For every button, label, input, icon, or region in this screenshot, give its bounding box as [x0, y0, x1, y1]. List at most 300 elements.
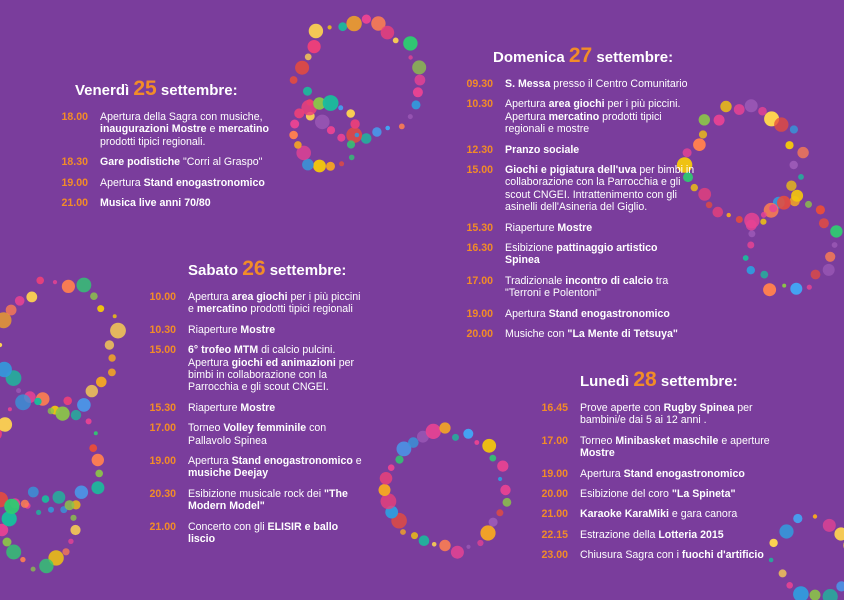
- confetti-dot: [71, 410, 81, 420]
- event-description: [188, 422, 368, 447]
- confetti-dot: [834, 527, 844, 540]
- confetti-dot: [289, 131, 298, 140]
- confetti-dot: [34, 398, 41, 405]
- confetti-dot: [408, 437, 419, 448]
- confetti-dot: [94, 431, 98, 435]
- event-time: 17.00: [466, 274, 493, 287]
- event-text: e: [352, 455, 362, 468]
- confetti-dot: [480, 525, 495, 540]
- event-highlight: Minibasket maschile: [615, 434, 719, 447]
- event-description: [100, 197, 270, 209]
- event-highlight: Stand enogastronomico: [143, 176, 265, 189]
- confetti-dot: [395, 456, 403, 464]
- event-highlight: e ballo liscio: [188, 520, 339, 546]
- confetti-dot: [385, 126, 390, 131]
- event-description: [100, 177, 270, 189]
- event-text: Apertura: [188, 291, 232, 303]
- confetti-dot: [15, 296, 25, 306]
- confetti-dot: [760, 219, 766, 225]
- event-text: Riaperture: [188, 401, 241, 414]
- event-highlight: S. Messa: [505, 78, 551, 90]
- confetti-dot: [295, 61, 309, 75]
- day-number: 25: [133, 77, 157, 100]
- event-highlight: Karaoke KaraMiki: [580, 508, 669, 521]
- event-highlight: Mostre: [240, 323, 276, 336]
- event-text: "Corri al Graspo": [180, 156, 263, 169]
- confetti-dot: [743, 255, 749, 261]
- event-text: Apertura: [505, 307, 549, 320]
- confetti-dot: [39, 559, 53, 573]
- event-text: per i più piccini. Apertura: [505, 98, 681, 123]
- confetti-dot: [466, 545, 470, 549]
- schedule-item: [128, 422, 368, 447]
- confetti-dot: [328, 25, 332, 29]
- event-highlight: Stand enogastronomico: [623, 467, 745, 480]
- confetti-dot: [432, 542, 437, 547]
- confetti-dot: [426, 424, 441, 439]
- confetti-dot: [791, 190, 803, 202]
- event-time: 15.00: [466, 164, 493, 177]
- event-text: Riaperture: [188, 323, 241, 336]
- confetti-dot: [699, 130, 707, 138]
- confetti-dot: [451, 546, 464, 559]
- event-time: 15.30: [466, 221, 493, 234]
- confetti-dot: [439, 540, 450, 551]
- confetti-dot: [6, 545, 21, 560]
- confetti-dot: [836, 581, 844, 591]
- event-highlight: Musica live anni 70/80: [100, 197, 211, 210]
- confetti-dot: [412, 100, 421, 109]
- event-highlight: giochi ed animazioni: [231, 356, 336, 369]
- confetti-dot: [497, 461, 508, 472]
- event-text: Torneo: [580, 434, 616, 447]
- event-time: 18.30: [61, 156, 88, 169]
- event-text: Riaperture: [505, 221, 558, 234]
- confetti-dot: [294, 141, 302, 149]
- schedule-item: [520, 549, 770, 561]
- schedule-item: [445, 222, 695, 234]
- confetti-dot: [760, 271, 768, 279]
- confetti-dot: [8, 407, 12, 411]
- confetti-dot: [748, 230, 755, 237]
- confetti-dot: [496, 509, 503, 516]
- confetti-dot: [498, 477, 502, 481]
- event-highlight: Pranzo sociale: [505, 143, 580, 156]
- confetti-dot: [734, 104, 745, 115]
- event-time: 20.00: [541, 488, 568, 501]
- event-description: [505, 275, 695, 300]
- event-description: [505, 78, 695, 90]
- event-text: prodotti tipici regionali e mostre: [505, 110, 662, 136]
- confetti-dot: [482, 439, 496, 453]
- event-description: [505, 144, 695, 156]
- confetti-dot: [790, 283, 802, 295]
- event-description: [580, 435, 770, 460]
- confetti-dot: [372, 127, 381, 136]
- confetti-dot: [0, 417, 12, 431]
- confetti-dot: [96, 377, 107, 388]
- event-time: 21.00: [61, 197, 88, 210]
- confetti-dot: [714, 115, 725, 126]
- confetti-dot: [290, 76, 298, 84]
- event-text: Prove aperte con: [580, 402, 664, 414]
- confetti-dot: [477, 540, 483, 546]
- day-title-saturday: [188, 257, 368, 281]
- confetti-dot: [4, 499, 19, 514]
- event-time: 19.00: [466, 307, 493, 320]
- confetti-dot: [408, 114, 413, 119]
- confetti-dot: [361, 133, 372, 144]
- event-text: Chiusura Sagra con i: [580, 549, 682, 562]
- event-text: Esibizione: [505, 242, 557, 255]
- event-time: 10.30: [466, 98, 493, 111]
- day-title-monday: [580, 368, 770, 392]
- event-highlight: Mostre: [557, 221, 593, 234]
- day-saturday: [128, 257, 368, 554]
- confetti-dot: [315, 115, 330, 130]
- event-description: [188, 488, 368, 513]
- confetti-dot: [786, 181, 796, 191]
- confetti-dot: [825, 252, 835, 262]
- event-time: 18.00: [61, 111, 88, 123]
- confetti-dot: [439, 422, 450, 433]
- day-sunday: [445, 44, 695, 349]
- event-highlight: Mostre: [240, 401, 276, 414]
- confetti-dot: [713, 207, 724, 218]
- confetti-dot: [763, 283, 776, 296]
- confetti-dot: [699, 114, 710, 125]
- confetti-dot: [16, 388, 21, 393]
- confetti-dot: [823, 589, 838, 600]
- event-highlight: Stand enogastronomico: [231, 455, 353, 468]
- confetti-dot: [92, 454, 104, 466]
- confetti-dot: [758, 107, 767, 116]
- confetti-dot: [761, 212, 767, 218]
- event-description: [580, 488, 770, 500]
- confetti-dot: [419, 535, 430, 546]
- event-text: Estrazione della: [580, 528, 659, 541]
- confetti-dot: [290, 120, 299, 129]
- confetti-dot: [774, 117, 788, 131]
- schedule-item: [445, 98, 695, 135]
- confetti-dot: [727, 213, 731, 217]
- schedule-item: [520, 508, 770, 520]
- confetti-dot: [305, 54, 312, 61]
- confetti-dot: [20, 557, 25, 562]
- event-text: Musiche con: [505, 328, 568, 341]
- day-friday: [40, 77, 270, 217]
- event-text: con Pallavolo Spinea: [188, 422, 327, 447]
- confetti-dot: [75, 486, 88, 499]
- confetti-dot: [56, 407, 70, 421]
- confetti-dot: [474, 440, 479, 445]
- day-number: 27: [568, 44, 593, 67]
- event-description: [580, 529, 770, 541]
- confetti-dot: [388, 464, 395, 471]
- confetti-dot: [110, 323, 126, 339]
- event-text: e aperture: [718, 434, 770, 447]
- confetti-dot: [337, 134, 345, 142]
- event-description: [188, 291, 368, 316]
- confetti-dot: [832, 242, 838, 248]
- day-month: settembre:: [660, 373, 738, 390]
- event-description: [188, 344, 368, 394]
- schedule-item: [128, 291, 368, 316]
- event-highlight: Rugby Spinea: [663, 402, 735, 414]
- confetti-dot: [769, 204, 777, 212]
- event-time: 19.00: [541, 467, 568, 480]
- confetti-dot: [70, 525, 80, 535]
- event-description: [505, 242, 695, 267]
- event-description: [100, 111, 270, 148]
- event-description: [188, 324, 368, 336]
- event-highlight: Volley femminile: [223, 422, 307, 435]
- events-sunday: [445, 78, 695, 341]
- confetti-dot: [346, 127, 362, 143]
- event-time: 19.00: [61, 176, 88, 189]
- event-text: Tradizionale: [505, 274, 566, 287]
- event-highlight: Giochi e pigiatura dell'uva: [505, 164, 637, 177]
- schedule-item: [40, 111, 270, 148]
- confetti-dot: [793, 514, 802, 523]
- confetti-dot: [347, 140, 355, 148]
- confetti-dot: [42, 495, 50, 503]
- confetti-dot: [36, 510, 41, 515]
- confetti-dot: [747, 266, 755, 274]
- confetti-dot: [339, 161, 344, 166]
- schedule-item: [520, 435, 770, 460]
- schedule-item: [445, 144, 695, 156]
- schedule-item: [445, 275, 695, 300]
- schedule-item: [40, 156, 270, 168]
- event-time: 16.45: [541, 402, 568, 414]
- schedule-item: [40, 197, 270, 209]
- confetti-dot: [68, 539, 73, 544]
- event-highlight: mercatino: [196, 303, 248, 316]
- event-highlight: 6° trofeo MTM: [188, 344, 259, 357]
- schedule-item: [128, 324, 368, 336]
- event-time: 12.30: [466, 143, 493, 156]
- confetti-dot: [785, 141, 793, 149]
- event-text: per bimbi in collaborazione con la Parrocchia e gli scout CNGEI. Intrattenimento con gli asinelli dell'Asineria del Giglio.: [505, 164, 695, 214]
- confetti-dot: [411, 532, 418, 539]
- confetti-dot: [408, 55, 412, 59]
- confetti-dot: [62, 280, 75, 293]
- event-time: 15.30: [149, 401, 176, 414]
- confetti-dot: [823, 519, 836, 532]
- day-title-sunday: [493, 44, 695, 68]
- confetti-dot: [0, 343, 2, 347]
- day-name: Lunedì: [580, 373, 630, 390]
- confetti-dot: [706, 202, 713, 209]
- confetti-dot: [338, 105, 343, 110]
- confetti-dot: [393, 38, 399, 44]
- event-description: [188, 402, 368, 414]
- event-description: [580, 468, 770, 480]
- confetti-dot: [463, 429, 473, 439]
- confetti-dot: [108, 354, 115, 361]
- events-saturday: [128, 291, 368, 546]
- event-text: Apertura: [580, 467, 624, 480]
- confetti-dot: [399, 124, 405, 130]
- confetti-dot: [747, 242, 754, 249]
- day-name: Venerdì: [75, 82, 130, 99]
- confetti-dot: [15, 394, 31, 410]
- confetti-dot: [89, 444, 97, 452]
- confetti-dot: [779, 524, 793, 538]
- confetti-dot: [349, 155, 355, 161]
- confetti-dot: [108, 369, 116, 377]
- confetti-dot: [77, 278, 92, 293]
- schedule-item: [40, 177, 270, 189]
- confetti-dot: [95, 470, 103, 478]
- event-text: Apertura: [505, 98, 549, 111]
- confetti-dot: [28, 487, 39, 498]
- confetti-dot: [303, 87, 312, 96]
- event-text: prodotti tipici regionali.: [100, 135, 206, 148]
- event-time: 17.00: [149, 422, 176, 435]
- event-highlight: fuochi d'artificio: [681, 549, 764, 562]
- event-time: 23.00: [541, 549, 568, 562]
- confetti-dot: [412, 60, 426, 74]
- event-time: 09.30: [466, 78, 493, 90]
- schedule-item: [128, 488, 368, 513]
- confetti-dot: [489, 518, 498, 527]
- event-highlight: Mostre: [580, 447, 615, 460]
- confetti-dot: [403, 36, 417, 50]
- event-text: e: [206, 123, 219, 136]
- confetti-dot: [90, 292, 98, 300]
- event-time: 22.15: [541, 528, 568, 541]
- schedule-item: [128, 344, 368, 394]
- event-text: per i più piccini e: [188, 291, 361, 316]
- confetti-dot: [805, 201, 812, 208]
- day-month: settembre:: [596, 49, 674, 66]
- event-description: [188, 521, 368, 546]
- event-text: Torneo: [188, 422, 224, 435]
- schedule-item: [520, 529, 770, 541]
- confetti-dot: [327, 126, 335, 134]
- confetti-dot: [813, 514, 817, 518]
- confetti-dot: [308, 40, 321, 53]
- confetti-dot: [779, 569, 787, 577]
- confetti-dot: [736, 216, 743, 223]
- event-highlight: Stand enogastronomico: [548, 307, 670, 320]
- confetti-dot: [346, 109, 355, 118]
- confetti-dot: [830, 225, 842, 237]
- confetti-dot: [48, 408, 55, 415]
- confetti-dot: [500, 485, 510, 495]
- event-time: 21.00: [541, 508, 568, 521]
- event-description: [505, 222, 695, 234]
- confetti-dot: [380, 472, 393, 485]
- events-monday: [520, 402, 770, 562]
- confetti-dot: [48, 507, 54, 513]
- day-name: Domenica: [493, 49, 565, 66]
- event-highlight: area giochi: [548, 98, 605, 111]
- confetti-dot: [105, 340, 114, 349]
- confetti-dot: [790, 125, 798, 133]
- event-highlight: pattinaggio artistico Spinea: [505, 242, 658, 267]
- confetti-dot: [797, 147, 808, 158]
- confetti-dot: [744, 213, 759, 228]
- event-time: 10.00: [149, 291, 176, 303]
- event-text: Esibizione del coro: [580, 488, 672, 501]
- schedule-item: [445, 328, 695, 340]
- event-text: tra "Terroni e Polentoni": [505, 274, 669, 300]
- confetti-dot: [6, 305, 17, 316]
- confetti-dot: [400, 529, 406, 535]
- event-text: per bambini/e dai 5 ai 12 anni .: [580, 402, 753, 427]
- schedule-item: [520, 488, 770, 500]
- event-time: 15.00: [149, 344, 176, 357]
- event-highlight: mercatino: [548, 110, 600, 123]
- confetti-dot: [63, 397, 72, 406]
- confetti-dot: [379, 484, 391, 496]
- confetti-dot: [452, 434, 459, 441]
- confetti-dot: [313, 160, 326, 173]
- confetti-dot: [326, 162, 335, 171]
- confetti-dot: [790, 161, 798, 169]
- day-monday: [520, 368, 770, 570]
- event-description: [580, 549, 770, 561]
- event-description: [505, 328, 695, 340]
- confetti-dot: [346, 16, 361, 31]
- day-number: 26: [242, 257, 266, 280]
- confetti-dot: [782, 284, 786, 288]
- event-description: [505, 308, 695, 320]
- event-highlight: musiche Deejay: [188, 467, 269, 480]
- event-text: Apertura: [100, 176, 144, 189]
- confetti-dot: [720, 101, 731, 112]
- confetti-dot: [86, 418, 92, 424]
- confetti-dot: [26, 292, 37, 303]
- schedule-item: [445, 308, 695, 320]
- event-time: 17.00: [541, 434, 568, 447]
- confetti-dot: [503, 498, 512, 507]
- event-highlight: area giochi: [231, 291, 288, 303]
- confetti-dot: [350, 119, 359, 128]
- event-highlight: Gare podistiche: [100, 156, 181, 169]
- confetti-dot: [798, 174, 804, 180]
- event-highlight: "The Modern Model": [188, 487, 348, 513]
- confetti-dot: [819, 218, 829, 228]
- confetti-dot: [91, 481, 104, 494]
- event-description: [580, 402, 770, 427]
- event-highlight: ELISIR: [267, 520, 302, 533]
- event-text: di calcio pulcini. Apertura: [188, 344, 336, 369]
- confetti-dot: [338, 22, 347, 31]
- event-time: 10.30: [149, 323, 176, 336]
- event-text: Apertura della Sagra con musiche,: [100, 111, 263, 123]
- event-text: Concerto con gli: [188, 520, 268, 533]
- event-text: Apertura: [188, 455, 232, 468]
- confetti-dot: [769, 539, 777, 547]
- schedule-item: [445, 242, 695, 267]
- event-time: 20.30: [149, 487, 176, 500]
- event-time: 21.00: [149, 520, 176, 533]
- confetti-dot: [21, 500, 29, 508]
- confetti-dot: [413, 87, 423, 97]
- confetti-dot: [53, 280, 57, 284]
- event-time: 19.00: [149, 455, 176, 468]
- confetti-dot: [97, 305, 104, 312]
- confetti-dot: [86, 385, 98, 397]
- event-highlight: mercatino: [218, 123, 269, 136]
- confetti-dot: [323, 95, 339, 111]
- event-description: [188, 455, 368, 480]
- confetti-dot: [811, 270, 821, 280]
